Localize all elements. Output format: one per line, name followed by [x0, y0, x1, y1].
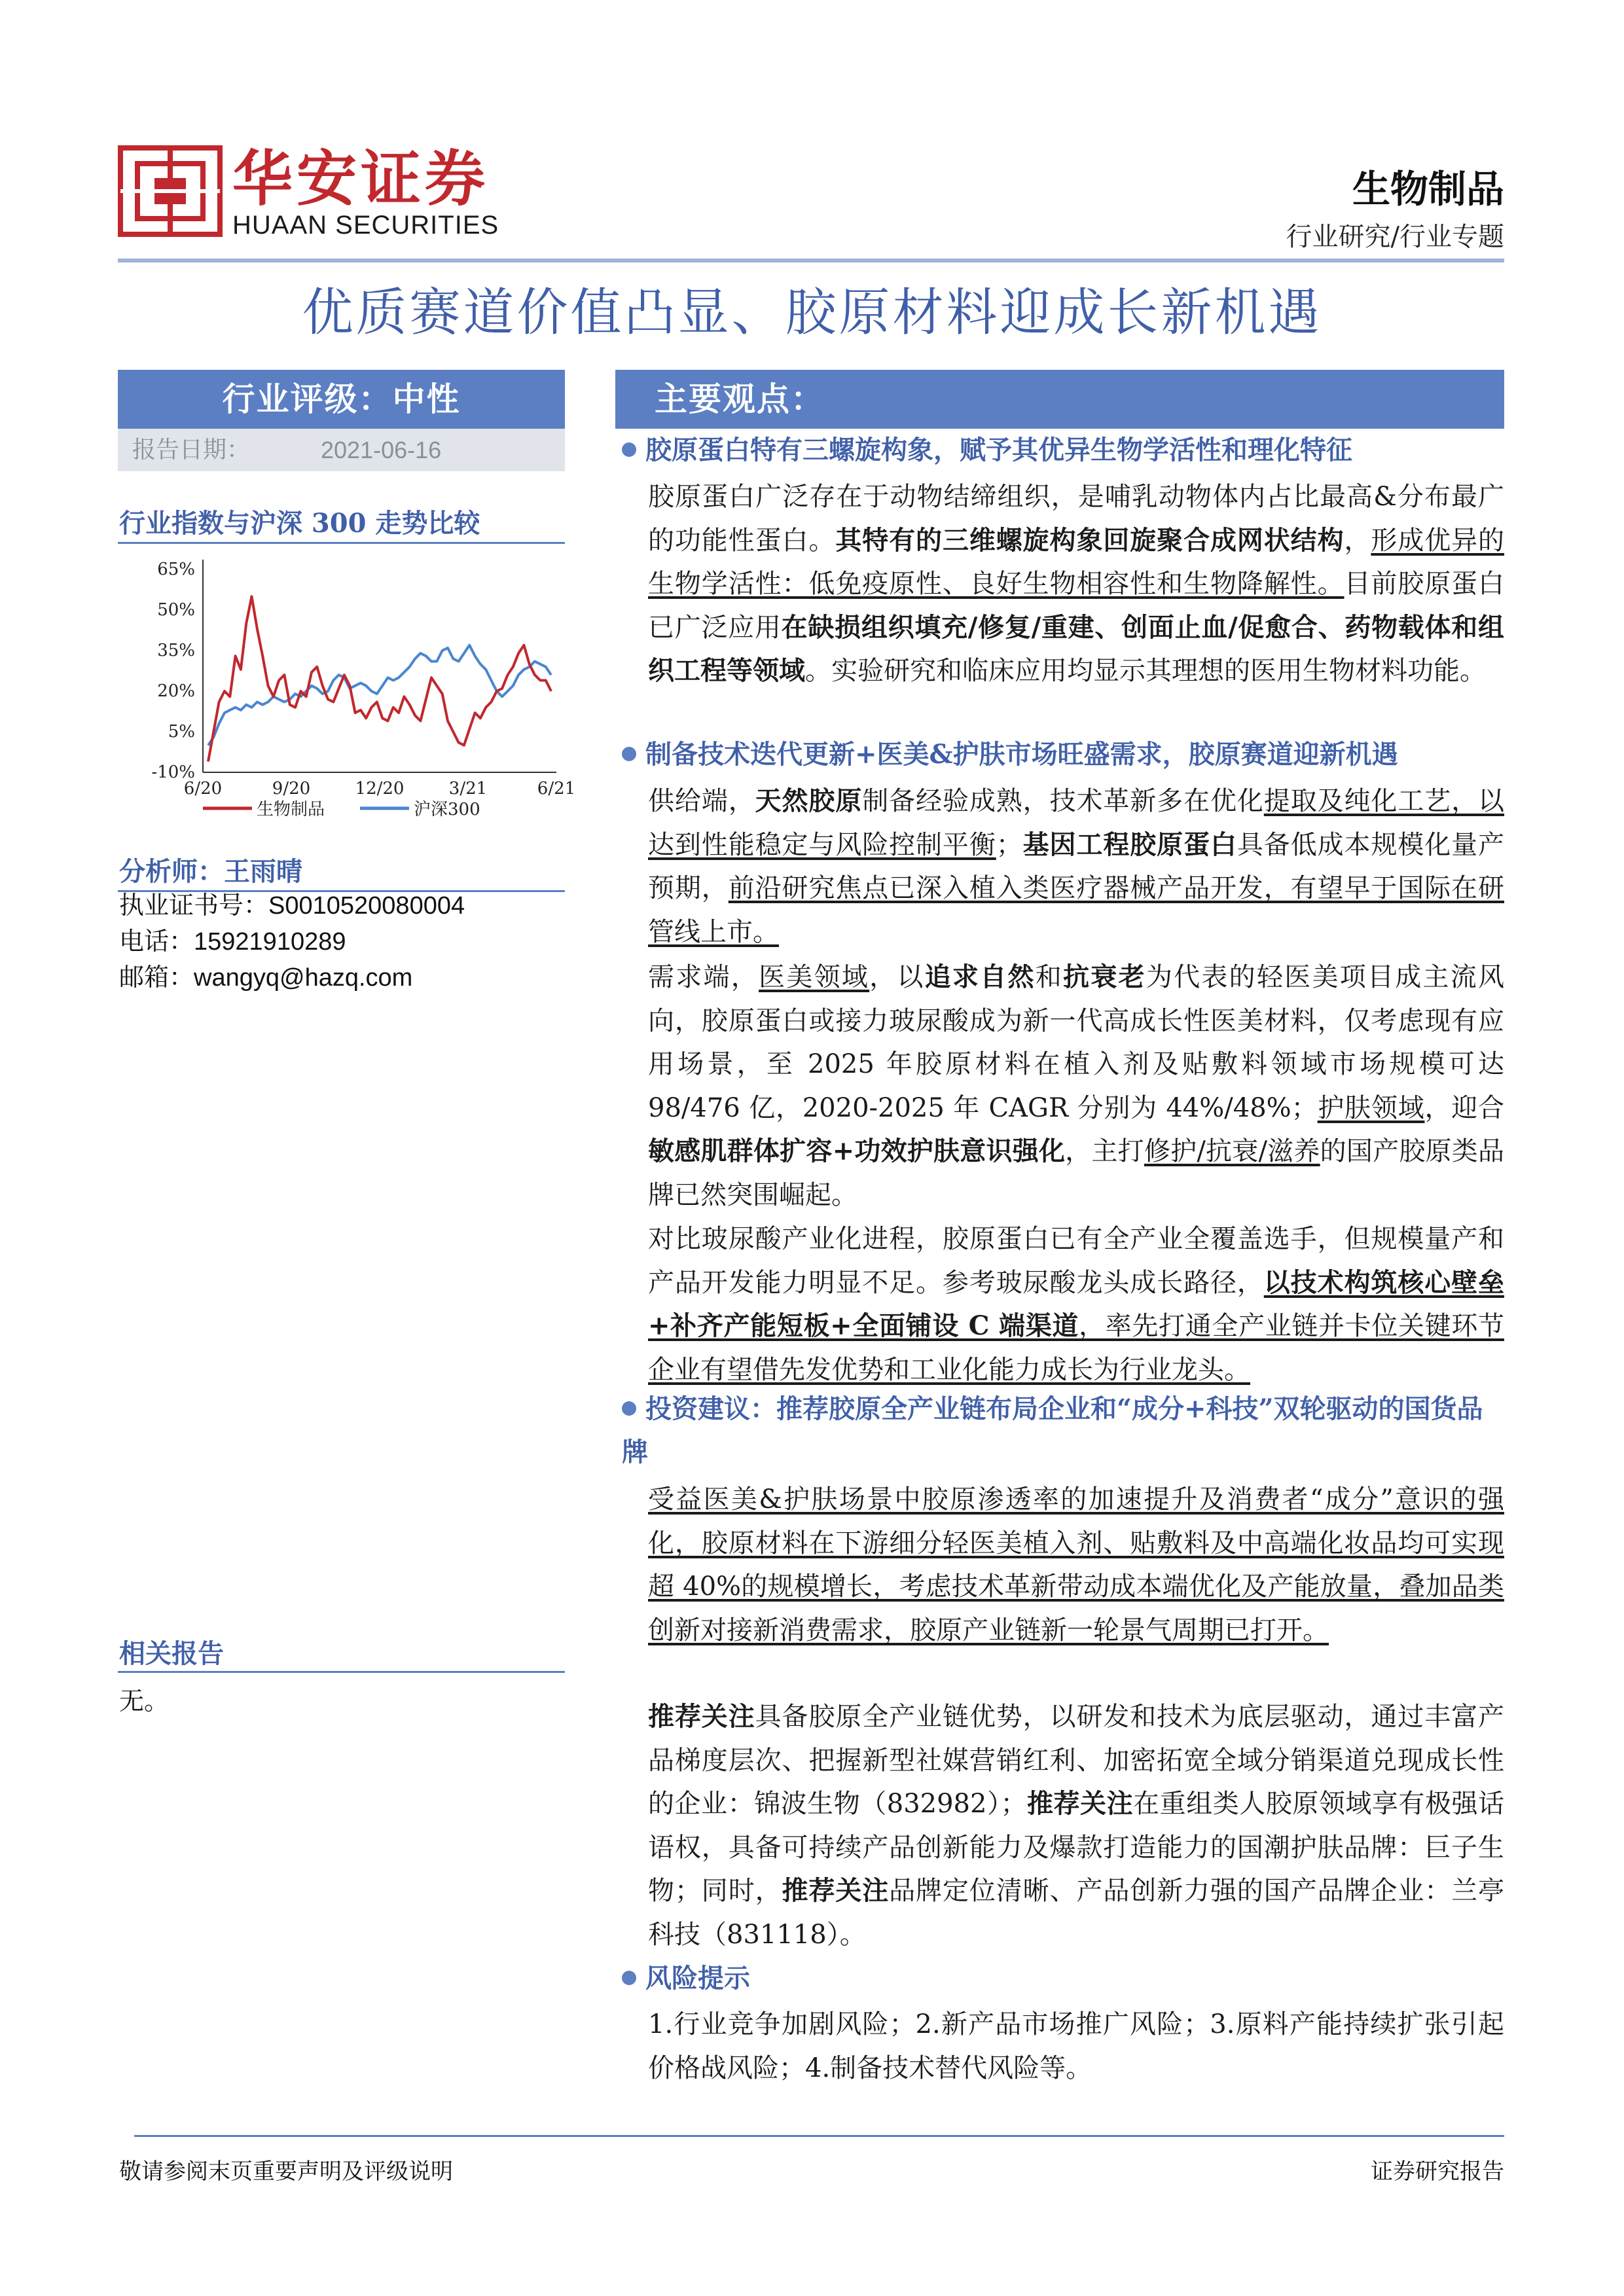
license-value: S0010520080004 [268, 892, 465, 920]
index-comparison-chart [118, 547, 576, 821]
report-type-label: 行业研究/行业专题 [1286, 222, 1504, 252]
y-tick-label: -10% [151, 762, 195, 782]
footer-report-label: 证券研究报告 [1371, 2159, 1504, 2185]
x-tick-label: 6/20 [183, 779, 223, 798]
analyst-title: 分析师：王雨晴 [119, 856, 302, 887]
key-views-banner [615, 370, 1504, 429]
report-date-bar [118, 429, 565, 471]
x-tick-label: 6/21 [537, 779, 576, 798]
phone-label: 电话： [119, 927, 194, 956]
bullet-dot-icon [622, 1971, 636, 1985]
paragraph-6: 推荐关注具备胶原全产业链优势，以研发和技术为底层驱动，通过丰富产品梯度层次、把握新型社媒营销红利、加密拓宽全域分销渠道兑现成长性的企业：锦波生物（832982）；推荐关注在重组类人胶原领域享有极强话语权，具备可持续产品创新能力及爆款打造能力的国潮护肤品牌：巨子生物；同时，推荐关注品牌定位清晰、产品创新力强的国产品牌企业：兰亭科技（831118）。 [648, 1701, 1505, 1950]
bullet-heading-text: 胶原蛋白特有三螺旋构象，赋予其优异生物学活性和理化特征 [645, 435, 1352, 465]
email-value: wangyq@hazq.com [194, 964, 413, 992]
x-axis-ticks [184, 779, 575, 798]
related-reports-divider [118, 1671, 565, 1673]
y-tick-label: 35% [157, 641, 195, 660]
bullet-heading-4 [622, 1957, 1504, 2000]
bullet-dot-icon [622, 1401, 636, 1416]
huaan-logo-icon [118, 145, 223, 237]
bullet-heading-2 [622, 733, 1504, 776]
series-line-0 [208, 596, 551, 761]
sector-label: 生物制品 [1352, 167, 1504, 211]
report-date-label: 报告日期： [132, 437, 251, 463]
paragraph-5: 受益医美&护肤场景中胶原渗透率的加速提升及消费者“成分”意识的强化，胶原材料在下游细分轻医美植入剂、贴敷料及中高端化妆品均可实现超 40%的规模增长，考虑技术革新带动成本端优化及产能放量，叠加品类创新对接新消费需求，胶原产业链新一轮景气周期已打开。 [648, 1484, 1504, 1645]
license-line [119, 885, 465, 921]
bullet-heading-text: 投资建议：推荐胶原全产业链布局企业和“成分+科技”双轮驱动的国货品牌 [622, 1393, 1483, 1467]
y-tick-label: 50% [157, 600, 195, 620]
related-reports-title: 相关报告 [119, 1638, 224, 1669]
brand-name-cn: 华安证券 [232, 143, 490, 214]
paragraph-3: 需求端，医美领域，以追求自然和抗衰老为代表的轻医美项目成主流风向，胶原蛋白或接力玻尿酸成为新一代高成长性医美材料，仅考虑现有应用场景，至 2025 年胶原材料在植入剂及贴敷料领域市场规模可达 98/476 亿，2020-2025 年 CAGR 分别为 44%/48%；护肤领域，迎合敏感肌群体扩容+功效护肤意识强化，主打修护/抗衰/滋养的国产胶原类品牌已然突围崛起。 [648, 961, 1505, 1210]
legend-label-bio: 生物制品 [257, 800, 325, 819]
bullet-heading-text: 制备技术迭代更新+医美&护肤市场旺盛需求，胶原赛道迎新机遇 [645, 739, 1398, 770]
y-tick-label: 20% [157, 681, 195, 701]
email-line [119, 957, 412, 993]
brand-name-en: HUAAN SECURITIES [232, 211, 499, 240]
chart-title-divider [118, 542, 565, 544]
y-tick-label: 65% [157, 560, 195, 579]
x-tick-label: 3/21 [448, 779, 488, 798]
license-label: 执业证书号： [119, 891, 269, 920]
legend-label-hs300: 沪深300 [414, 800, 480, 819]
footer-divider [134, 2135, 1504, 2137]
series-lines [208, 596, 551, 761]
paragraph-1: 胶原蛋白广泛存在于动物结缔组织，是哺乳动物体内占比最高&分布最广的功能性蛋白。其特有的三维螺旋构象回旋聚合成网状结构，形成优异的生物学活性：低免疫原性、良好生物相容性和生物降解性。目前胶原蛋白已广泛应用在缺损组织填充/修复/重建、创面止血/促愈合、药物载体和组织工程等领域。实验研究和临床应用均显示其理想的医用生物材料功能。 [648, 482, 1505, 686]
chart-title: 行业指数与沪深 300 走势比较 [119, 508, 480, 539]
related-reports-none: 无。 [119, 1687, 170, 1715]
bullet-heading-text: 风险提示 [645, 1963, 750, 1994]
report-date-value: 2021-06-16 [321, 437, 442, 463]
y-axis-ticks [151, 560, 195, 782]
x-tick-label: 9/20 [272, 779, 311, 798]
bullet-heading-1 [622, 429, 1504, 472]
bullet-heading-3 [622, 1388, 1504, 1474]
bullet-dot-icon [622, 442, 636, 457]
footer-disclaimer: 敬请参阅末页重要声明及评级说明 [119, 2159, 453, 2185]
paragraph-2: 供给端，天然胶原制备经验成熟，技术革新多在优化提取及纯化工艺，以达到性能稳定与风险控制平衡；基因工程胶原蛋白具备低成本规模化量产预期，前沿研究焦点已深入植入类医疗器械产品开发，有望早于国际在研管线上市。 [648, 785, 1505, 947]
phone-value: 15921910289 [194, 928, 346, 956]
header-divider [118, 259, 1504, 262]
email-label: 邮箱： [119, 963, 194, 992]
chart-legend [203, 800, 480, 819]
key-views-title: 主要观点： [655, 380, 825, 418]
page-title: 优质赛道价值凸显、胶原材料迎成长新机遇 [302, 283, 1322, 342]
series-line-1 [208, 645, 551, 745]
y-tick-label: 5% [168, 722, 195, 742]
paragraph-7: 1.行业竞争加剧风险；2.新产品市场推广风险；3.原料产能持续扩张引起价格战风险；4.制备技术替代风险等。 [648, 2009, 1504, 2083]
paragraph-4: 对比玻尿酸产业化进程，胶原蛋白已有全产业全覆盖选手，但规模量产和产品开发能力明显不足。参考玻尿酸龙头成长路径，以技术构筑核心壁垒+补齐产能短板+全面铺设 C 端渠道，率先打通全产业链并卡位关键环节企业有望借先发优势和工业化能力成长为行业龙头。 [648, 1224, 1505, 1385]
bullet-dot-icon [622, 747, 636, 761]
x-tick-label: 12/20 [355, 779, 405, 798]
phone-line [119, 921, 346, 957]
rating-banner: 行业评级：中性 [118, 370, 565, 429]
